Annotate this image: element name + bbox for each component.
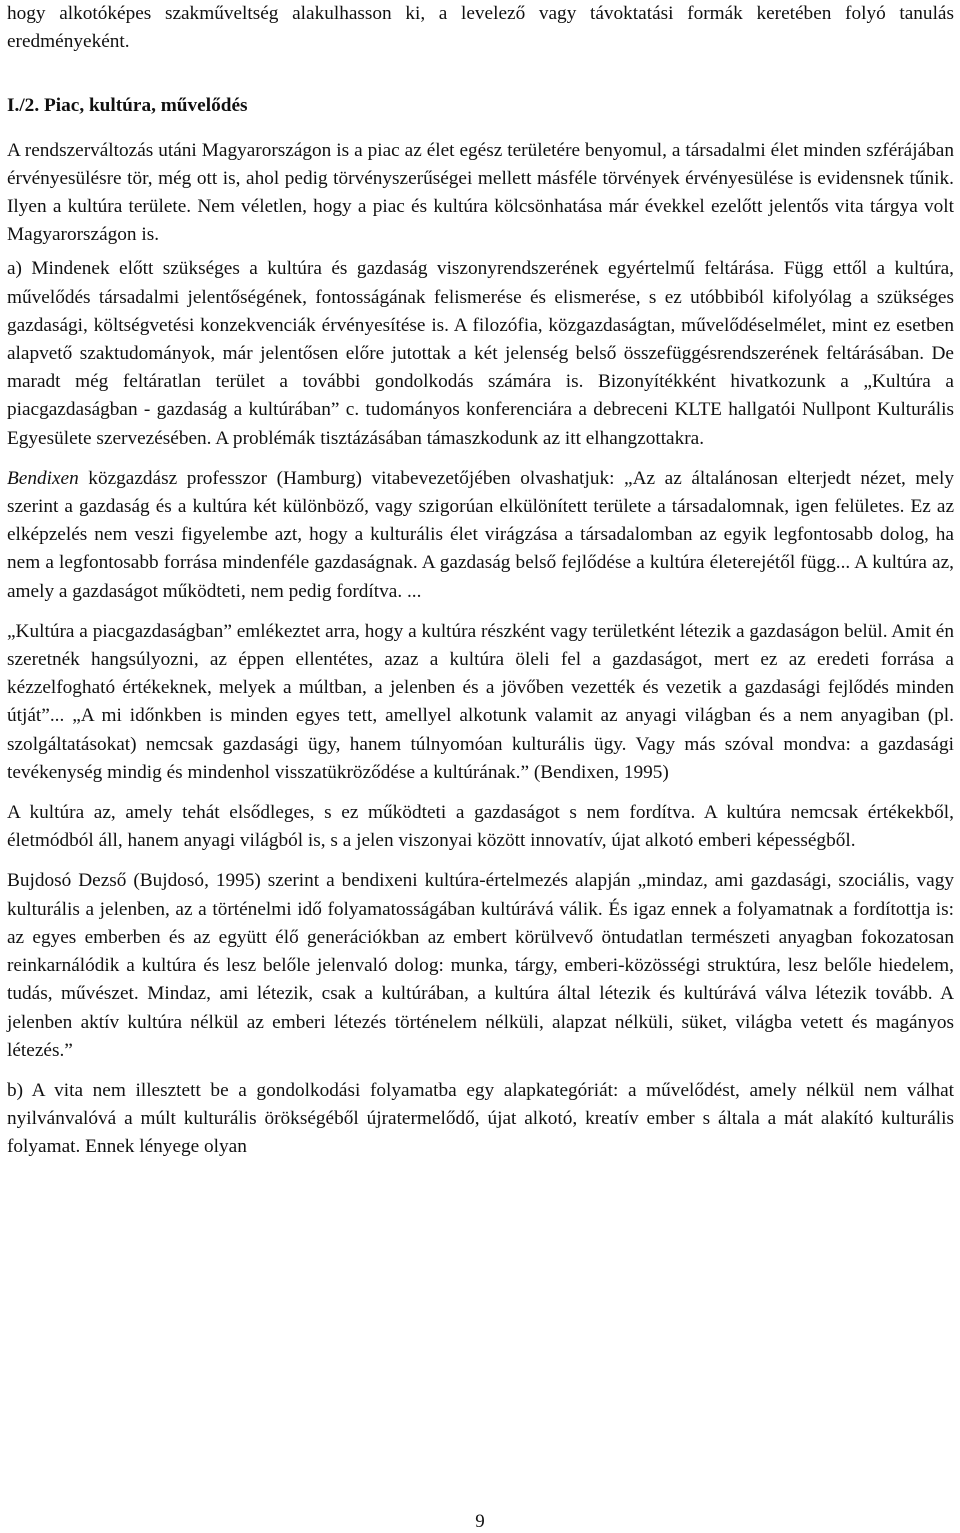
- document-page: [7, 0, 954, 1162]
- paragraph-intro: hogy alkotóképes szakműveltség alakulhasson ki, a levelező vagy távoktatási formák keretében folyó tanulás eredményeként.: [7, 3, 954, 53]
- paragraph-rendszervaltozas: A rendszerváltozás utáni Magyarországon is a piac az élet egész területére benyomul, a társadalmi élet minden szférájában érvényesülésre tör, még ott is, ahol pedig törvényszerűségei mellett másféle törvények érvényesülése is evidensnek tűnik. Ilyen a kultúra területe. Nem véletlen, hogy a piac és kultúra kölcsönhatása már évekkel ezelőtt jelentős vita tárgya volt Magyarországon is.: [7, 139, 954, 246]
- author-name-bendixen: Bendixen: [7, 467, 79, 489]
- section-heading: [7, 92, 954, 120]
- paragraph-bendixen-text: közgazdász professzor (Hamburg) vitabevezetőjében olvashatjuk: „Az az általánosan elterjedt nézet, mely szerint a gazdaság és a kultúra két különböző, vagy szigorúan elkülönített területe a társadalomnak, igen felületes. Ez az elképzelés nem veszi figyelembe azt, hogy a kulturális élet virágzása a társadalomban az egyik legfontosabb dolog, ha nem a legfontosabb forrása mindenféle gazdaságnak. A gazdaság belső fejlődése a kultúra életerejétől függ... A kultúra az, amely a gazdaságot működteti, nem pedig fordítva. ...: [7, 467, 954, 602]
- section-title: Piac, kultúra, művelődés: [43, 95, 248, 117]
- paragraph-kultura-piacgazdasag: „Kultúra a piacgazdaságban” emlékeztet arra, hogy a kultúra részként vagy területként létezik a gazdaságon belül. Amit én szeretnék hangsúlyozni, az éppen ellentétes, azaz a kultúra öleli fel a gazdaságot, mert ez az eredeti forrása a kézzelfogható értékeknek, melyek a múltban, a jelenben és a jövőben vezették és vezetik a gazdasági fejlődés minden útját”... „A mi időnkben is minden egyes tett, amellyel alkotunk valamit az anyagi világban és a nem anyagiban (pl. szolgáltatásokat) nemcsak gazdasági ügy, hanem túlnyomóan kulturális ügy. Vagy más szóval mondva: a gazdasági tevékenység mindig és mindenhol visszatükröződése a kultúrának.” (Bendixen, 1995): [7, 620, 954, 783]
- paragraph-a: a) Mindenek előtt szükséges a kultúra és gazdaság viszonyrendszerének egyértelmű feltárása. Függ ettől a kultúra, művelődés társadalmi jelentőségének, fontosságának felismerése és elismerése, s ez utóbbiból kifolyólag a szükséges gazdasági, költségvetési konzekvenciák érvényesítése is. A filozófia, közgazdaságtan, művelődéselmélet, mint ez esetben alapvető szaktudományok, már jelentősen előre jutottak a két jelenség belső összefüggésrendszerének feltárásában. De maradt még feltáratlan terület a további gondolkodás számára is. Bizonyítékként hivatkozunk a „Kultúra a piacgazdaságban - gazdaság a kultúrában” c. tudományos konferenciára a debreceni KLTE hallgatói Nullpont Kulturális Egyesülete szervezésében. A problémák tisztázásában támaszkodunk az itt elhangzottakra.: [7, 258, 954, 449]
- paragraph-bujdoso: Bujdosó Dezső (Bujdosó, 1995) szerint a bendixeni kultúra-értelmezés alapján „mindaz, ami gazdasági, szociális, vagy kulturális a jelenben, az a történelmi idő folyamatosságában kultúrává válik. És igaz ennek a folyamatnak a fordítottja is: az egyes emberben és az együtt élő generációkban az embert körülvevő öntudatlan természeti anyagban fokozatosan reinkarnálódik a kultúra és lesz belőle jelenvaló dolog: munka, tárgy, emberi-közösségi struktúra, lesz belőle hiedelem, tudás, művészet. Mindaz, ami létezik, csak a kultúrában, a kultúra által létezik és kultúrává válva létezik tovább. A jelenben aktív kultúra nélkül az emberi létezés történelem nélküli, alapzat nélküli, süket, világba vetett és magányos létezés.”: [7, 870, 954, 1061]
- section-number: I./2.: [7, 95, 40, 117]
- paragraph-bendixen: [7, 465, 954, 606]
- paragraph-kultura-elsodleges: A kultúra az, amely tehát elsődleges, s ez működteti a gazdaságot s nem fordítva. A kultúra nemcsak értékekből, életmódból áll, hanem anyagi világból is, s a jelen viszonyai között innovatív, újat alkotó emberi képességből.: [7, 802, 954, 852]
- paragraph-b: b) A vita nem illesztett be a gondolkodási folyamatba egy alapkategóriát: a művelődést, amely nélkül nem válhat nyilvánvalóvá a múlt kulturális örökségéből újratermelődő, újat alkotó, kreatív ember s általa a mát alakító kulturális folyamat. Ennek lényege olyan: [7, 1079, 954, 1158]
- page-number: 9: [475, 1511, 485, 1532]
